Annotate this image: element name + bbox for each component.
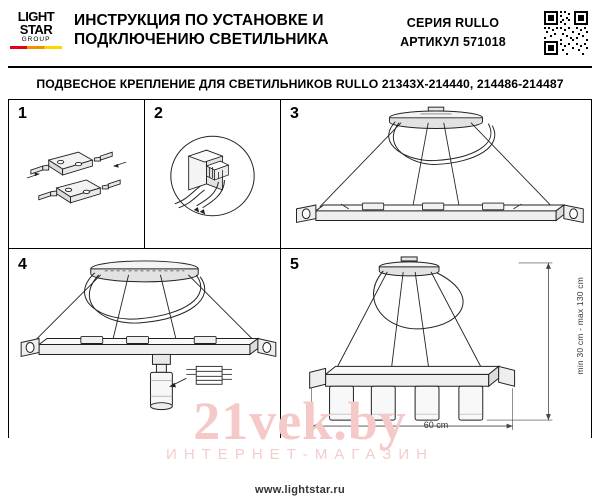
logo-line-3: GROUP bbox=[21, 36, 51, 43]
step-cell-2 bbox=[145, 100, 281, 248]
series-name: СЕРИЯ RULLO bbox=[406, 16, 500, 30]
logo-line-2: STAR bbox=[19, 22, 53, 37]
title-line-2: ПОДКЛЮЧЕНИЮ СВЕТИЛЬНИКА bbox=[74, 31, 329, 49]
height-dimension-label: min 30 cm - max 130 cm bbox=[575, 277, 585, 375]
step-number-5: 5 bbox=[290, 256, 299, 273]
step-figure-5 bbox=[281, 249, 591, 438]
title-line-1: ИНСТРУКЦИЯ ПО УСТАНОВКЕ И bbox=[74, 12, 324, 29]
logo-line-1: LIGHT bbox=[17, 9, 55, 24]
product-subtitle: ПОДВЕСНОЕ КРЕПЛЕНИЕ ДЛЯ СВЕТИЛЬНИКОВ RULLO 21343X-214440, 214486-214487 bbox=[36, 77, 564, 91]
page-title bbox=[62, 8, 364, 50]
width-dimension-label: 60 cm bbox=[423, 420, 449, 430]
instruction-grid bbox=[8, 99, 592, 438]
step-cell-4 bbox=[9, 249, 281, 438]
step-figure-2 bbox=[145, 100, 280, 248]
step-figure-1 bbox=[9, 100, 144, 248]
step-cell-5 bbox=[281, 249, 591, 438]
step-cell-1 bbox=[9, 100, 145, 248]
footer-url[interactable]: www.lightstar.ru bbox=[255, 484, 345, 496]
step-number-3: 3 bbox=[290, 105, 299, 122]
watermark-subtext: ИНТЕРНЕТ-МАГАЗИН bbox=[166, 446, 434, 463]
brand-logo bbox=[10, 8, 62, 49]
article-number: АРТИКУЛ 571018 bbox=[400, 34, 506, 49]
grid-row-bottom bbox=[9, 248, 591, 438]
page-header bbox=[0, 0, 600, 66]
qr-code-icon bbox=[542, 9, 590, 57]
grid-row-top bbox=[9, 100, 591, 248]
step-number-2: 2 bbox=[154, 105, 163, 122]
watermark-text: 21vek.by bbox=[193, 391, 407, 451]
series-block bbox=[364, 8, 542, 52]
step-number-4: 4 bbox=[18, 256, 27, 273]
step-cell-3 bbox=[281, 100, 591, 248]
logo-color-bar bbox=[10, 46, 62, 49]
step-figure-4 bbox=[9, 249, 280, 438]
step-figure-3 bbox=[281, 100, 591, 248]
step-number-1: 1 bbox=[18, 105, 27, 122]
